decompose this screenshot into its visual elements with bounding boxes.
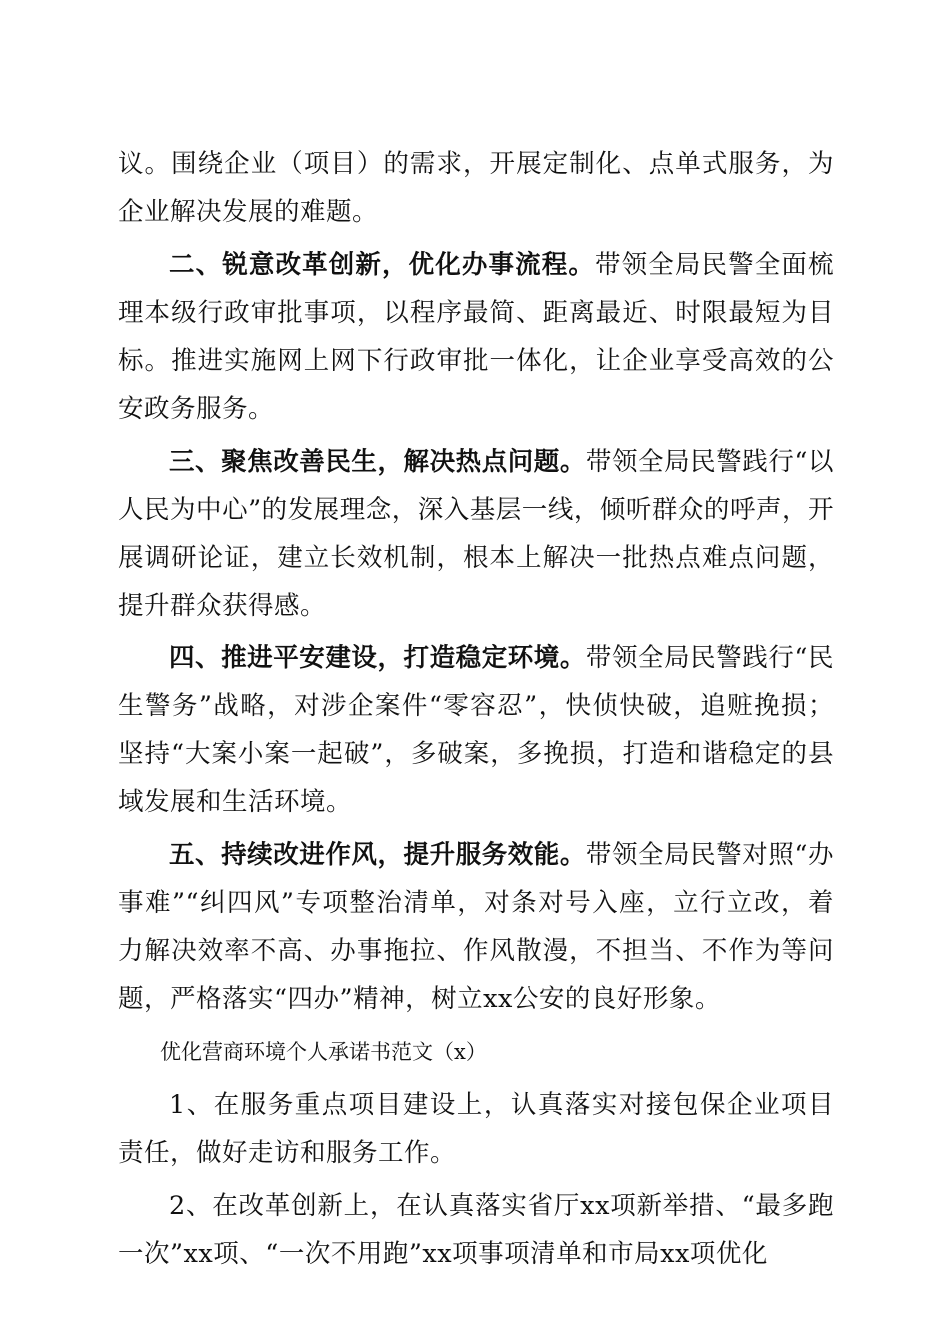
section-body-2: 带领全局民警全面梳理本级行政审批事项，以程序最简、距离最近、时限最短为目标。推进实施网上网下行政审批一体化，让企业享受高效的公安政务服务。 bbox=[118, 249, 834, 424]
section-paragraph-5 bbox=[118, 831, 834, 1023]
commitment-item-1: 1、在服务重点项目建设上，认真落实对接包保企业项目责任，做好走访和服务工作。 bbox=[118, 1089, 834, 1168]
section-paragraph-3 bbox=[118, 438, 834, 630]
document-body bbox=[118, 140, 834, 1282]
section-body-3: 带领全局民警践行“以人民为中心”的发展理念，深入基层一线，倾听群众的呼声，开展调研论证，建立长效机制，根本上解决一批热点难点问题，提升群众获得感。 bbox=[118, 446, 834, 621]
section-paragraph-2 bbox=[118, 241, 834, 433]
section-heading-2: 二、锐意改革创新，优化办事流程。 bbox=[169, 249, 595, 280]
section-heading-4: 四、推进平安建设，打造稳定环境。 bbox=[169, 643, 586, 674]
section-heading-5: 五、持续改进作风，提升服务效能。 bbox=[169, 840, 586, 871]
commitment-item-2: 2、在改革创新上，在认真落实省厅xx项新举措、“最多跑一次”xx项、“一次不用跑”xx项事项清单和市局xx项优化 bbox=[118, 1190, 834, 1269]
document-subtitle: 优化营商环境个人承诺书范文（x） bbox=[160, 1039, 487, 1064]
section-paragraph-4 bbox=[118, 634, 834, 826]
section-heading-3: 三、聚焦改善民生，解决热点问题。 bbox=[169, 446, 586, 477]
section-body-5: 带领全局民警对照“办事难”“纠四风”专项整治清单，对条对号入座，立行立改，着力解决效率不高、办事拖拉、作风散漫，不担当、不作为等问题，严格落实“四办”精神，树立xx公安的良好形象。 bbox=[118, 840, 834, 1015]
section-body-4: 带领全局民警践行“民生警务”战略，对涉企案件“零容忍”，快侦快破，追赃挽损；坚持“大案小案一起破”，多破案，多挽损，打造和谐稳定的县域发展和生活环境。 bbox=[118, 643, 834, 818]
intro-paragraph: 议。围绕企业（项目）的需求，开展定制化、点单式服务，为企业解决发展的难题。 bbox=[118, 149, 834, 227]
